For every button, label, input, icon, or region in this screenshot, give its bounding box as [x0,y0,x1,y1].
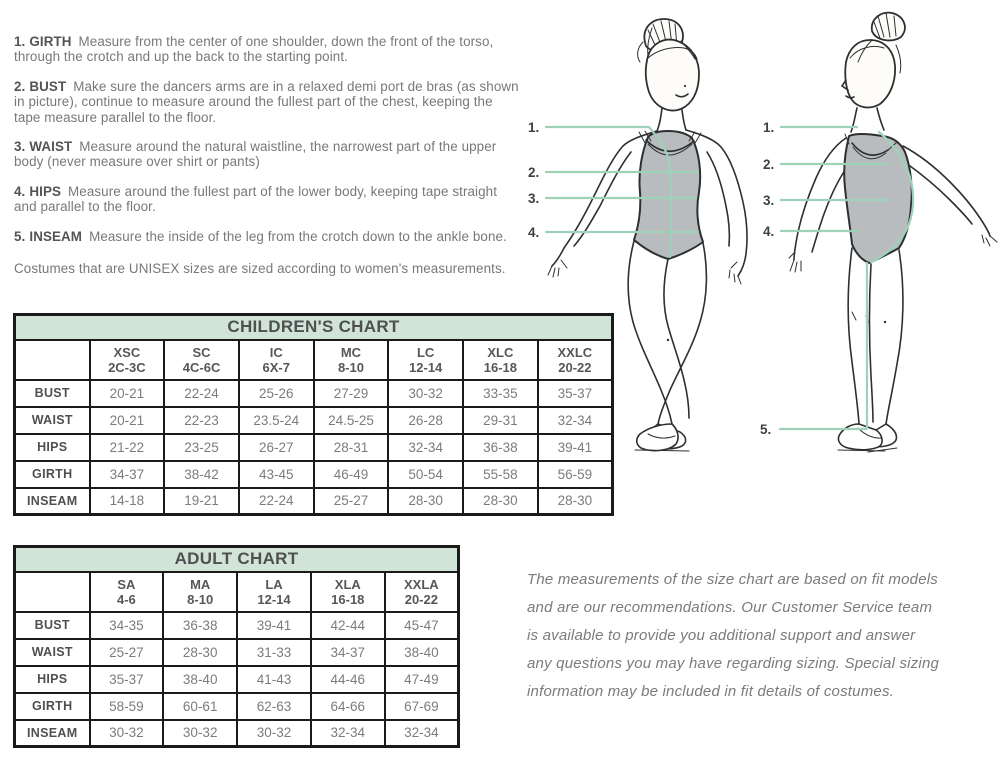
side-label-1: 1. [763,120,775,135]
measurement-value: 62-63 [237,693,311,720]
measurement-value: 28-31 [314,434,389,461]
size-column-header [385,572,459,612]
measurement-value: 24.5-25 [314,407,389,434]
footnote-line: information may be included in fit details of costumes. [527,683,895,700]
size-header-row [15,340,613,380]
measurement-value: 34-35 [90,612,164,639]
measurement-row [15,461,613,488]
size-header-row [15,572,459,612]
chart-title: CHILDREN'S CHART [15,315,613,340]
measurement-row [15,666,459,693]
measurement-label: INSEAM [15,720,90,747]
size-range: 12-14 [257,591,291,607]
unisex-note: Costumes that are UNISEX sizes are sized according to women's measurements. [14,261,506,276]
chart-title: ADULT CHART [15,547,459,572]
sizing-footnote [527,566,967,706]
instruction-hips [14,184,520,215]
measurement-row [15,407,613,434]
size-code: XSC [113,344,141,360]
measurement-value: 14-18 [90,488,165,515]
instruction-number: 4. [14,184,26,199]
instruction-term: INSEAM [29,229,83,244]
measurement-value: 23-25 [164,434,239,461]
measurement-value: 50-54 [388,461,463,488]
measurement-label: HIPS [15,434,90,461]
measurement-value: 25-27 [314,488,389,515]
measurement-label: HIPS [15,666,90,693]
measurement-value: 22-24 [164,380,239,407]
corner-cell [15,572,90,612]
measurement-value: 64-66 [311,693,385,720]
size-column-header [90,340,165,380]
size-column-header [538,340,613,380]
measurement-value: 30-32 [388,380,463,407]
adult-size-chart [13,545,460,748]
measurement-value: 39-41 [237,612,311,639]
measurement-value: 35-37 [90,666,164,693]
measurement-value: 31-33 [237,639,311,666]
measurement-value: 27-29 [314,380,389,407]
measurement-value: 44-46 [311,666,385,693]
side-label-4: 4. [763,224,775,239]
measurement-label: BUST [15,380,90,407]
size-column-header [463,340,538,380]
chart-title-row [15,547,459,572]
size-range: 4C-6C [182,359,221,375]
size-code: SA [117,576,136,592]
front-label-2: 2. [528,165,540,180]
size-range: 20-22 [404,591,438,607]
measurement-value: 19-21 [164,488,239,515]
front-label-4: 4. [528,225,540,240]
measurement-value: 41-43 [237,666,311,693]
size-code: LA [265,576,283,592]
size-code: SC [192,344,211,360]
measurement-value: 22-23 [164,407,239,434]
instruction-text: Measure from the center of one shoulder, down the front of the torso, through the crotch and up the back to the starting point. [14,34,494,65]
side-label-2: 2. [763,157,775,172]
measurement-value: 29-31 [463,407,538,434]
measurement-value: 20-21 [90,380,165,407]
size-range: 12-14 [409,359,443,375]
measurement-value: 45-47 [385,612,459,639]
measurement-label: GIRTH [15,693,90,720]
measurement-value: 32-34 [388,434,463,461]
measurement-value: 25-26 [239,380,314,407]
measurement-value: 47-49 [385,666,459,693]
size-range: 8-10 [187,591,214,607]
instruction-number: 2. [14,79,26,94]
instruction-number: 3. [14,139,26,154]
front-label-3: 3. [528,191,540,206]
footnote-line: and are our recommendations. Our Customer Service team [527,599,933,616]
size-column-header [314,340,389,380]
measurement-value: 38-40 [163,666,237,693]
measurement-value: 34-37 [90,461,165,488]
corner-cell [15,340,90,380]
side-label-5: 5. [760,422,772,437]
instruction-term: BUST [29,79,67,94]
measurement-label: WAIST [15,407,90,434]
measurement-value: 22-24 [239,488,314,515]
measurement-value: 25-27 [90,639,164,666]
size-range: 6X-7 [262,359,290,375]
measurement-row [15,488,613,515]
measurement-value: 42-44 [311,612,385,639]
size-range: 16-18 [483,359,517,375]
side-label-3: 3. [763,193,775,208]
instruction-girth [14,34,520,65]
size-code: XLA [334,576,361,592]
measurement-value: 23.5-24 [239,407,314,434]
measurement-value: 30-32 [90,720,164,747]
size-column-header [90,572,164,612]
measurement-value: 35-37 [538,380,613,407]
measurement-value: 36-38 [463,434,538,461]
measurement-label: INSEAM [15,488,90,515]
size-range: 20-22 [558,359,592,375]
instruction-text: Make sure the dancers arms are in a relaxed demi port de bras (as shown in picture), continue to measure around the fullest part of the chest, keeping the tape measure parallel to the floor. [14,79,519,125]
size-column-header [237,572,311,612]
size-range: 16-18 [331,591,365,607]
size-code: MA [190,576,211,592]
measurement-value: 39-41 [538,434,613,461]
instruction-inseam [14,229,520,244]
measurement-value: 28-30 [538,488,613,515]
measurement-value: 38-40 [385,639,459,666]
measurement-row [15,434,613,461]
instruction-waist [14,139,520,170]
children-size-chart [13,313,614,516]
measurement-value: 46-49 [314,461,389,488]
measurement-value: 28-30 [463,488,538,515]
measurement-value: 55-58 [463,461,538,488]
measurement-value: 36-38 [163,612,237,639]
measurement-value: 32-34 [385,720,459,747]
measurement-value: 28-30 [388,488,463,515]
size-code: MC [340,344,362,360]
footnote-line: The measurements of the size chart are based on fit models [527,571,938,588]
size-range: 2C-3C [108,359,146,375]
footnote-line: is available to provide you additional support and answer [527,627,916,644]
measurement-value: 33-35 [463,380,538,407]
size-column-header [164,340,239,380]
measurement-value: 32-34 [311,720,385,747]
size-code: LC [416,344,435,360]
size-column-header [388,340,463,380]
measurement-value: 20-21 [90,407,165,434]
measurement-row [15,380,613,407]
size-range: 4-6 [117,591,136,607]
dancer-side-illustration [789,13,997,452]
measurement-value: 67-69 [385,693,459,720]
chart-title-row [15,315,613,340]
measurement-value: 30-32 [163,720,237,747]
measurement-value: 30-32 [237,720,311,747]
measurement-row [15,720,459,747]
measurement-value: 60-61 [163,693,237,720]
instruction-term: GIRTH [29,34,72,49]
measurement-value: 43-45 [239,461,314,488]
instruction-text: Measure the inside of the leg from the crotch down to the ankle bone. [89,229,507,244]
measurement-value: 28-30 [163,639,237,666]
measurement-label: WAIST [15,639,90,666]
measurement-row [15,612,459,639]
measurement-value: 58-59 [90,693,164,720]
measurement-value: 26-28 [388,407,463,434]
measurement-row [15,693,459,720]
measurement-value: 34-37 [311,639,385,666]
measurement-value: 56-59 [538,461,613,488]
instruction-number: 1. [14,34,26,49]
instruction-number: 5. [14,229,26,244]
size-column-header [311,572,385,612]
footnote-line: any questions you may have regarding sizing. Special sizing [527,655,940,672]
instruction-text: Measure around the fullest part of the lower body, keeping tape straight and parallel to the floor. [14,184,498,215]
size-code: XXLC [557,344,593,360]
size-column-header [163,572,237,612]
front-label-1: 1. [528,120,540,135]
measurement-label: GIRTH [15,461,90,488]
measurement-value: 32-34 [538,407,613,434]
measurement-label: BUST [15,612,90,639]
instruction-term: HIPS [29,184,62,199]
size-code: XLC [487,344,514,360]
size-column-header [239,340,314,380]
measurement-value: 26-27 [239,434,314,461]
instruction-text: Measure around the natural waistline, the narrowest part of the upper body (never measure over shirt or pants) [14,139,497,170]
measurement-value: 38-42 [164,461,239,488]
size-range: 8-10 [337,359,364,375]
size-code: IC [269,344,283,360]
instruction-term: WAIST [29,139,73,154]
measurement-value: 21-22 [90,434,165,461]
size-code: XXLA [404,576,439,592]
instruction-bust [14,79,520,125]
measurement-row [15,639,459,666]
